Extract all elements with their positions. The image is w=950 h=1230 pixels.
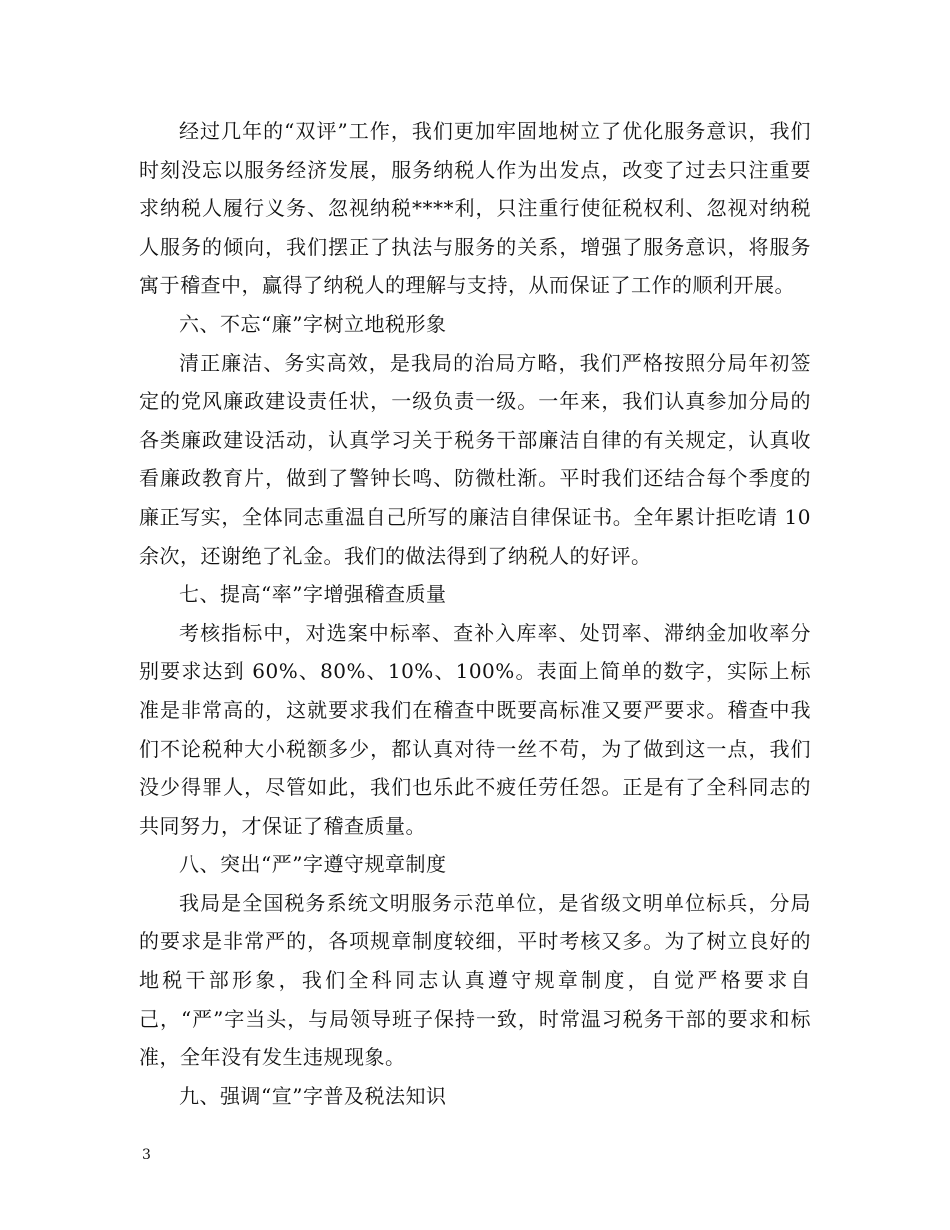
section-heading-strict: 八、突出“严”字遵守规章制度: [179, 852, 447, 877]
section-heading-publicity: 九、强调“宣”字普及税法知识: [179, 1083, 447, 1108]
paragraph-service-awareness: 经过几年的“双评”工作，我们更加牢固地树立了优化服务意识，我们时刻没忘以服务经济发展，服务纳税人作为出发点，改变了过去只注重要求纳税人履行义务、忽视纳税****利，只注重行使征税权利、忽视对纳税人服务的倾向，我们摆正了执法与服务的关系，增强了服务意识，将服务寓于稽查中，赢得了纳税人的理解与支持，从而保证了工作的顺利开展。: [139, 119, 811, 298]
document-body: [139, 112, 811, 1115]
paragraph-integrity: 清正廉洁、务实高效，是我局的治局方略，我们严格按照分局年初签定的党风廉政建设责任状，一级负责一级。一年来，我们认真参加分局的各类廉政建设活动，认真学习关于税务干部廉洁自律的有关规定，认真收看廉政教育片，做到了警钟长鸣、防微杜渐。平时我们还结合每个季度的廉正写实，全体同志重温自己所写的廉洁自律保证书。全年累计拒吃请 10 余次，还谢绝了礼金。我们的做法得到了纳税人的好评。: [139, 350, 811, 568]
section-heading-rate: 七、提高“率”字增强稽查质量: [179, 582, 447, 607]
section-heading-integrity: 六、不忘“廉”字树立地税形象: [179, 311, 447, 336]
paragraph-rate: 考核指标中，对选案中标率、查补入库率、处罚率、滞纳金加收率分别要求达到 60%、80%、10%、100%。表面上简单的数字，实际上标准是非常高的，这就要求我们在稽查中既要高标准又要严要求。稽查中我们不论税种大小税额多少，都认真对待一丝不苟，为了做到这一点，我们没少得罪人，尽管如此，我们也乐此不疲任劳任怨。正是有了全科同志的共同努力，才保证了稽查质量。: [139, 620, 811, 838]
paragraph-strict: 我局是全国税务系统文明服务示范单位，是省级文明单位标兵，分局的要求是非常严的，各项规章制度较细，平时考核又多。为了树立良好的地税干部形象，我们全科同志认真遵守规章制度，自觉严格要求自己，“严”字当头，与局领导班子保持一致，时常温习税务干部的要求和标准，全年没有发生违规现象。: [139, 890, 811, 1070]
page-number: 3: [142, 1147, 151, 1163]
